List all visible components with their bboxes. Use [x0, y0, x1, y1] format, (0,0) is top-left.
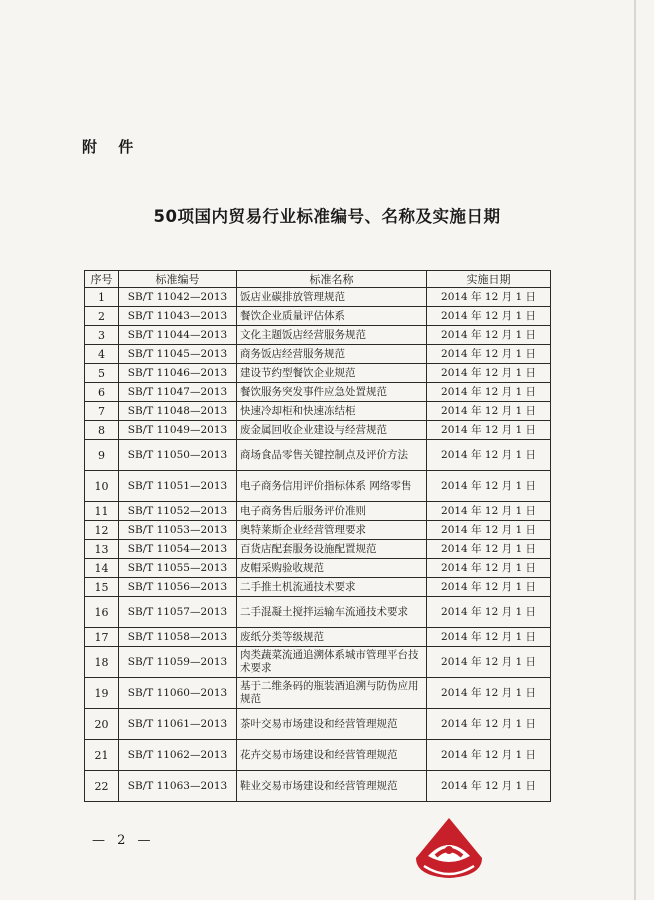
- table-row: [85, 421, 551, 440]
- effective-date: 2014 年 12 月 1 日: [427, 402, 551, 421]
- table-row: [85, 471, 551, 502]
- standard-name: 餐饮企业质量评估体系: [237, 307, 427, 326]
- effective-date: 2014 年 12 月 1 日: [427, 540, 551, 559]
- row-number: 16: [85, 597, 119, 628]
- standard-name: 皮帽采购验收规范: [237, 559, 427, 578]
- effective-date: 2014 年 12 月 1 日: [427, 521, 551, 540]
- table-row: [85, 402, 551, 421]
- table-row: [85, 771, 551, 802]
- effective-date: 2014 年 12 月 1 日: [427, 578, 551, 597]
- table-row: [85, 559, 551, 578]
- effective-date: 2014 年 12 月 1 日: [427, 421, 551, 440]
- header-date: 实施日期: [427, 271, 551, 288]
- standard-code: SB/T 11056—2013: [119, 578, 237, 597]
- row-number: 19: [85, 678, 119, 709]
- table-row: [85, 578, 551, 597]
- standard-name: 茶叶交易市场建设和经营管理规范: [237, 709, 427, 740]
- table-row: [85, 383, 551, 402]
- standard-name: 快速冷却柜和快速冻结柜: [237, 402, 427, 421]
- row-number: 7: [85, 402, 119, 421]
- table-row: [85, 307, 551, 326]
- table-row: [85, 709, 551, 740]
- standard-code: SB/T 11062—2013: [119, 740, 237, 771]
- table-header-row: [85, 271, 551, 288]
- table-row: [85, 678, 551, 709]
- row-number: 15: [85, 578, 119, 597]
- row-number: 20: [85, 709, 119, 740]
- effective-date: 2014 年 12 月 1 日: [427, 771, 551, 802]
- page-edge: [634, 0, 636, 900]
- standard-code: SB/T 11046—2013: [119, 364, 237, 383]
- standards-table: [84, 270, 551, 802]
- row-number: 12: [85, 521, 119, 540]
- row-number: 1: [85, 288, 119, 307]
- standard-code: SB/T 11049—2013: [119, 421, 237, 440]
- row-number: 4: [85, 345, 119, 364]
- standard-name: 废纸分类等级规范: [237, 628, 427, 647]
- standard-code: SB/T 11063—2013: [119, 771, 237, 802]
- standard-name: 饭店业碳排放管理规范: [237, 288, 427, 307]
- row-number: 3: [85, 326, 119, 345]
- standard-code: SB/T 11044—2013: [119, 326, 237, 345]
- standard-code: SB/T 11057—2013: [119, 597, 237, 628]
- standard-name: 二手推土机流通技术要求: [237, 578, 427, 597]
- standard-code: SB/T 11055—2013: [119, 559, 237, 578]
- row-number: 14: [85, 559, 119, 578]
- effective-date: 2014 年 12 月 1 日: [427, 345, 551, 364]
- standard-code: SB/T 11059—2013: [119, 647, 237, 678]
- standard-code: SB/T 11045—2013: [119, 345, 237, 364]
- standard-name: 建设节约型餐饮企业规范: [237, 364, 427, 383]
- row-number: 6: [85, 383, 119, 402]
- effective-date: 2014 年 12 月 1 日: [427, 364, 551, 383]
- effective-date: 2014 年 12 月 1 日: [427, 326, 551, 345]
- standard-name: 废金属回收企业建设与经营规范: [237, 421, 427, 440]
- effective-date: 2014 年 12 月 1 日: [427, 647, 551, 678]
- standard-code: SB/T 11048—2013: [119, 402, 237, 421]
- standard-name: 电子商务售后服务评价准则: [237, 502, 427, 521]
- standard-code: SB/T 11051—2013: [119, 471, 237, 502]
- effective-date: 2014 年 12 月 1 日: [427, 288, 551, 307]
- standard-name: 餐饮服务突发事件应急处置规范: [237, 383, 427, 402]
- effective-date: 2014 年 12 月 1 日: [427, 471, 551, 502]
- effective-date: 2014 年 12 月 1 日: [427, 307, 551, 326]
- standard-name: 百货店配套服务设施配置规范: [237, 540, 427, 559]
- effective-date: 2014 年 12 月 1 日: [427, 709, 551, 740]
- standard-name: 花卉交易市场建设和经营管理规范: [237, 740, 427, 771]
- row-number: 13: [85, 540, 119, 559]
- standard-code: SB/T 11054—2013: [119, 540, 237, 559]
- row-number: 10: [85, 471, 119, 502]
- standard-code: SB/T 11043—2013: [119, 307, 237, 326]
- standard-name: 鞋业交易市场建设和经营管理规范: [237, 771, 427, 802]
- table-row: [85, 521, 551, 540]
- table-row: [85, 364, 551, 383]
- standard-name: 商务饭店经营服务规范: [237, 345, 427, 364]
- row-number: 17: [85, 628, 119, 647]
- table-row: [85, 597, 551, 628]
- standard-name: 基于二维条码的瓶装酒追溯与防伪应用规范: [237, 678, 427, 709]
- row-number: 8: [85, 421, 119, 440]
- effective-date: 2014 年 12 月 1 日: [427, 559, 551, 578]
- effective-date: 2014 年 12 月 1 日: [427, 740, 551, 771]
- standard-name: 二手混凝土搅拌运输车流通技术要求: [237, 597, 427, 628]
- table-row: [85, 326, 551, 345]
- effective-date: 2014 年 12 月 1 日: [427, 440, 551, 471]
- standard-name: 商场食品零售关键控制点及评价方法: [237, 440, 427, 471]
- effective-date: 2014 年 12 月 1 日: [427, 502, 551, 521]
- standard-name: 文化主题饭店经营服务规范: [237, 326, 427, 345]
- standard-code: SB/T 11053—2013: [119, 521, 237, 540]
- row-number: 18: [85, 647, 119, 678]
- standard-code: SB/T 11061—2013: [119, 709, 237, 740]
- row-number: 22: [85, 771, 119, 802]
- header-code: 标准编号: [119, 271, 237, 288]
- table-row: [85, 502, 551, 521]
- row-number: 9: [85, 440, 119, 471]
- standard-code: SB/T 11060—2013: [119, 678, 237, 709]
- row-number: 11: [85, 502, 119, 521]
- standard-name: 奥特莱斯企业经营管理要求: [237, 521, 427, 540]
- effective-date: 2014 年 12 月 1 日: [427, 597, 551, 628]
- table-row: [85, 628, 551, 647]
- header-no: 序号: [85, 271, 119, 288]
- row-number: 21: [85, 740, 119, 771]
- header-name: 标准名称: [237, 271, 427, 288]
- effective-date: 2014 年 12 月 1 日: [427, 628, 551, 647]
- page-number: — 2 —: [92, 833, 155, 848]
- table-row: [85, 440, 551, 471]
- standard-code: SB/T 11047—2013: [119, 383, 237, 402]
- ministry-emblem-icon: [410, 806, 488, 884]
- standard-code: SB/T 11050—2013: [119, 440, 237, 471]
- table-row: [85, 540, 551, 559]
- standard-code: SB/T 11058—2013: [119, 628, 237, 647]
- table-row: [85, 288, 551, 307]
- row-number: 2: [85, 307, 119, 326]
- standard-code: SB/T 11042—2013: [119, 288, 237, 307]
- table-row: [85, 740, 551, 771]
- standard-code: SB/T 11052—2013: [119, 502, 237, 521]
- standard-name: 电子商务信用评价指标体系 网络零售: [237, 471, 427, 502]
- attachment-label: 附 件: [82, 138, 142, 156]
- effective-date: 2014 年 12 月 1 日: [427, 383, 551, 402]
- row-number: 5: [85, 364, 119, 383]
- table-row: [85, 647, 551, 678]
- standard-name: 肉类蔬菜流通追溯体系城市管理平台技术要求: [237, 647, 427, 678]
- table-row: [85, 345, 551, 364]
- document-title: 50项国内贸易行业标准编号、名称及实施日期: [153, 207, 501, 226]
- effective-date: 2014 年 12 月 1 日: [427, 678, 551, 709]
